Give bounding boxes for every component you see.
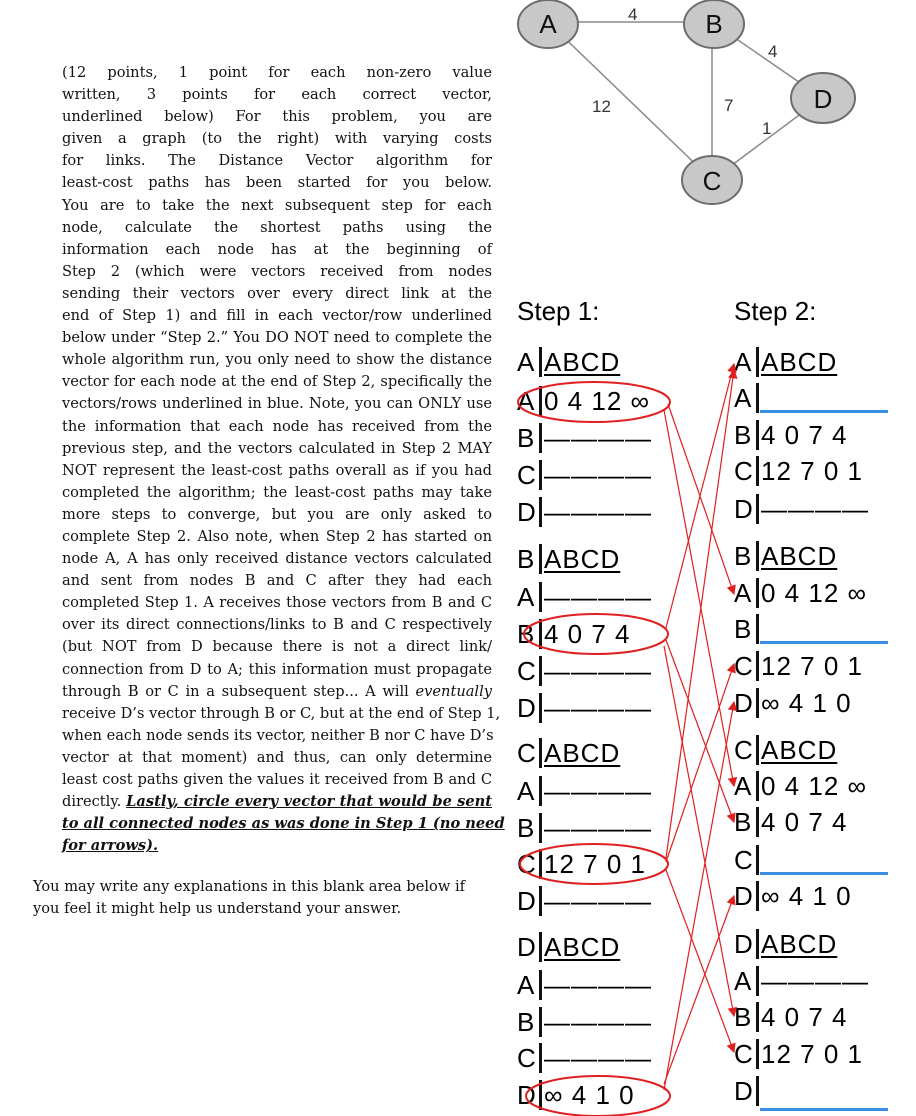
table-row	[517, 849, 646, 881]
header-node: B	[517, 544, 535, 574]
problem-line: least cost paths given the values it received from B and C	[62, 771, 492, 788]
row-vector: ————	[544, 776, 652, 806]
header-cols: ABCD	[761, 735, 838, 765]
row-label: C	[517, 849, 536, 879]
table-row	[517, 619, 631, 651]
row-label: A	[517, 582, 535, 612]
row-label: B	[517, 423, 535, 453]
row-vector: ∞ 4 1 0	[544, 1080, 635, 1110]
table-row	[517, 1080, 635, 1112]
circle-instruction: for arrows).	[62, 837, 159, 855]
table-header	[734, 929, 837, 961]
row-label: B	[734, 1002, 752, 1032]
row-vector: 12 7 0 1	[761, 456, 863, 486]
table-header	[517, 932, 620, 964]
row-label: A	[734, 578, 752, 608]
table-row	[734, 688, 852, 720]
header-cols: ABCD	[544, 738, 621, 768]
problem-line: more steps to converge, but you are only asked to	[62, 505, 492, 523]
line-text: through B or C in a subsequent step... A will	[62, 682, 416, 700]
answer-blank-line[interactable]	[760, 641, 888, 644]
line-text: directly.	[62, 793, 127, 811]
problem-line: whole algorithm run, you only need to show the distance	[62, 351, 492, 369]
table-row	[517, 1043, 652, 1075]
row-vector: 12 7 0 1	[761, 651, 863, 681]
table-header	[517, 347, 620, 379]
problem-line: the information that each node has received from the	[62, 417, 492, 435]
problem-line	[62, 835, 492, 857]
row-vector: ————	[544, 423, 652, 453]
explanation-note	[33, 876, 493, 920]
table-row	[734, 1039, 863, 1071]
problem-line: sending their vectors over every direct link at the	[62, 284, 492, 302]
emphasis-eventually: eventually	[415, 682, 492, 700]
row-vector: ————	[544, 970, 652, 1000]
row-label: D	[734, 688, 753, 718]
row-label: A	[517, 970, 535, 1000]
circle-instruction: Lastly, circle every vector that would be sent	[126, 793, 493, 811]
header-cols: ABCD	[761, 347, 838, 377]
row-vector: 0 4 12 ∞	[761, 578, 868, 608]
table-row	[734, 578, 867, 610]
header-node: C	[517, 738, 536, 768]
problem-line: receive D’s vector through B or C, but at the end of Step 1,	[62, 704, 501, 722]
row-label: A	[517, 386, 535, 416]
header-node: B	[734, 541, 752, 571]
arrow-c-to-a	[666, 370, 734, 858]
note-line: You may write any explanations in this blank area below if	[33, 878, 466, 895]
problem-text	[62, 62, 505, 857]
table-row	[517, 582, 652, 614]
problem-line: complete Step 2. Also note, when Step 2 has started on	[62, 527, 492, 545]
table-row	[517, 460, 652, 492]
row-vector: ————	[544, 656, 652, 686]
row-label: B	[517, 813, 535, 843]
header-node: D	[517, 932, 536, 962]
problem-line: connection from D to A; this information must propagate	[62, 660, 492, 678]
header-node: A	[734, 347, 752, 377]
problem-line: least-cost paths has been started for you below.	[62, 174, 492, 192]
arrow-b-to-c	[666, 640, 734, 822]
row-vector: 4 0 7 4	[761, 1002, 848, 1032]
header-node: A	[517, 347, 535, 377]
row-label: B	[517, 1007, 535, 1037]
network-graph	[500, 0, 910, 210]
row-label: C	[734, 456, 753, 486]
table-row	[517, 693, 652, 725]
arrow-b-to-a	[666, 364, 734, 628]
row-vector: ————	[544, 1043, 652, 1073]
problem-line: previous step, and the vectors calculated in Step 2 MAY	[62, 439, 492, 457]
problem-line: information each node has at the beginning of	[62, 240, 492, 258]
row-label: D	[517, 693, 536, 723]
row-label: C	[734, 651, 753, 681]
note-line: you feel it might help us understand your answer.	[33, 900, 402, 917]
problem-line: for links. The Distance Vector algorithm for	[62, 152, 492, 170]
problem-line: node, calculate the shortest paths using the	[62, 218, 492, 236]
node-b	[684, 0, 744, 48]
table-row	[517, 497, 652, 529]
problem-line: when each node sends its vector, neither B nor C have D’s	[62, 726, 494, 744]
table-row	[517, 886, 652, 918]
cost-a-c: 12	[592, 97, 611, 116]
step2-title: Step 2:	[734, 296, 817, 326]
row-vector: 4 0 7 4	[761, 420, 848, 450]
arrow-a-to-c	[664, 410, 734, 786]
row-label: A	[734, 383, 752, 413]
problem-line: below under “Step 2.” You DO NOT need to complete the	[62, 329, 492, 347]
table-header	[517, 544, 620, 576]
problem-line: vector for each node at the end of Step 2, specifically the	[62, 373, 492, 391]
cost-b-c: 7	[724, 96, 734, 115]
row-vector: ————	[544, 813, 652, 843]
cost-c-d: 1	[762, 119, 772, 138]
row-vector: ————	[761, 966, 869, 996]
circle-instruction: to all connected nodes as was done in Step 1 (no need	[62, 815, 505, 833]
arrow-c-to-b	[666, 664, 734, 862]
table-row	[734, 456, 863, 488]
row-vector: 12 7 0 1	[544, 849, 646, 879]
problem-line	[62, 791, 492, 813]
problem-line: (12 points, 1 point for each non-zero value	[62, 64, 492, 81]
row-vector: ∞ 4 1 0	[761, 688, 852, 718]
row-label: C	[734, 1039, 753, 1069]
problem-line: underlined below) For this problem, you are	[62, 108, 492, 126]
table-row	[517, 423, 652, 455]
problem-line: end of Step 1) and fill in each vector/row underlined	[62, 307, 492, 325]
row-label: C	[517, 656, 536, 686]
cost-a-b: 4	[628, 5, 638, 24]
propagation-arrows	[664, 364, 734, 1090]
cost-b-d: 4	[768, 42, 778, 61]
table-row	[734, 807, 848, 839]
table-row	[734, 966, 869, 998]
table-row	[517, 656, 652, 688]
table-row	[734, 1076, 761, 1108]
node-a-label: A	[539, 9, 557, 39]
arrow-d-to-c	[664, 896, 734, 1084]
header-cols: ABCD	[544, 347, 621, 377]
table-row	[734, 845, 761, 877]
problem-line: over its direct connections/links to B and C respectively	[62, 616, 492, 634]
row-label: C	[517, 460, 536, 490]
row-vector: ————	[544, 497, 652, 527]
table-row	[517, 776, 652, 808]
table-row	[517, 970, 652, 1002]
row-vector: ————	[544, 886, 652, 916]
row-vector: 0 4 12 ∞	[761, 771, 868, 801]
table-row	[734, 881, 852, 913]
header-cols: ABCD	[544, 544, 621, 574]
row-vector: 4 0 7 4	[544, 619, 631, 649]
row-label: B	[734, 614, 752, 644]
arrow-a-to-b	[668, 404, 734, 594]
answer-blank-line[interactable]	[760, 872, 888, 875]
node-b-label: B	[705, 9, 723, 39]
problem-line: completed the algorithm; the least-cost paths may take	[62, 483, 492, 501]
row-label: D	[517, 497, 536, 527]
table-row	[734, 651, 863, 683]
row-label: D	[734, 494, 753, 524]
table-row	[517, 813, 652, 845]
problem-line: node A, A has only received distance vectors calculated	[62, 550, 492, 568]
row-label: D	[734, 881, 753, 911]
table-header	[734, 347, 837, 379]
node-a	[518, 0, 578, 48]
node-d	[791, 73, 855, 123]
table-header	[734, 735, 837, 767]
table-row	[734, 1002, 848, 1034]
answer-blank-line[interactable]	[760, 410, 888, 413]
arrow-d-to-b	[664, 702, 734, 1090]
row-vector: ————	[544, 460, 652, 490]
edge-a-c	[548, 22, 712, 180]
problem-line: and sent from nodes B and C after they had each	[62, 572, 492, 590]
header-node: D	[734, 929, 753, 959]
problem-line: written, 3 points for each correct vector,	[62, 86, 492, 104]
node-c	[682, 156, 742, 204]
row-vector: ————	[544, 1007, 652, 1037]
row-vector: ————	[544, 582, 652, 612]
row-label: C	[517, 1043, 536, 1073]
step1-title: Step 1:	[517, 296, 600, 326]
problem-line	[62, 813, 505, 835]
row-vector: 4 0 7 4	[761, 807, 848, 837]
table-row	[734, 771, 867, 803]
arrow-c-to-d	[666, 870, 734, 1052]
problem-line: completed Step 1. A receives those vectors from B and C	[62, 594, 492, 612]
node-d-label: D	[813, 84, 833, 114]
problem-line: Step 2 (which were vectors received from nodes	[62, 262, 492, 280]
problem-line: NOT represent the least-cost paths overall as if you had	[62, 461, 492, 479]
table-header	[517, 738, 620, 770]
row-label: D	[517, 1080, 536, 1110]
row-label: B	[734, 420, 752, 450]
problem-line: (but NOT from D because there is not a direct link/	[62, 638, 492, 656]
table-row	[517, 386, 650, 418]
table-row	[734, 420, 848, 452]
row-label: B	[517, 619, 535, 649]
table-header	[734, 541, 837, 573]
table-row	[734, 614, 761, 646]
row-label: D	[734, 1076, 753, 1106]
table-row	[517, 1007, 652, 1039]
arrow-b-to-d	[664, 646, 734, 1016]
row-label: B	[734, 807, 752, 837]
row-vector: 0 4 12 ∞	[544, 386, 651, 416]
problem-line: You are to take the next subsequent step for each	[62, 196, 492, 214]
row-label: A	[734, 966, 752, 996]
row-label: A	[517, 776, 535, 806]
row-vector: ∞ 4 1 0	[761, 881, 852, 911]
row-label: C	[734, 845, 753, 875]
header-node: C	[734, 735, 753, 765]
row-label: D	[517, 886, 536, 916]
answer-blank-line[interactable]	[760, 1108, 888, 1111]
table-row	[734, 494, 869, 526]
problem-line	[62, 681, 492, 703]
problem-line: given a graph (to the right) with varying costs	[62, 130, 492, 148]
problem-line: vector at that moment) and thus, can only determine	[62, 748, 492, 766]
row-vector: 12 7 0 1	[761, 1039, 863, 1069]
node-c-label: C	[702, 166, 722, 196]
row-vector: ————	[761, 494, 869, 524]
row-vector: ————	[544, 693, 652, 723]
header-cols: ABCD	[761, 541, 838, 571]
problem-line: vectors/rows underlined in blue. Note, you can ONLY use	[62, 395, 492, 413]
row-label: A	[734, 771, 752, 801]
table-row	[734, 383, 761, 415]
header-cols: ABCD	[544, 932, 621, 962]
header-cols: ABCD	[761, 929, 838, 959]
